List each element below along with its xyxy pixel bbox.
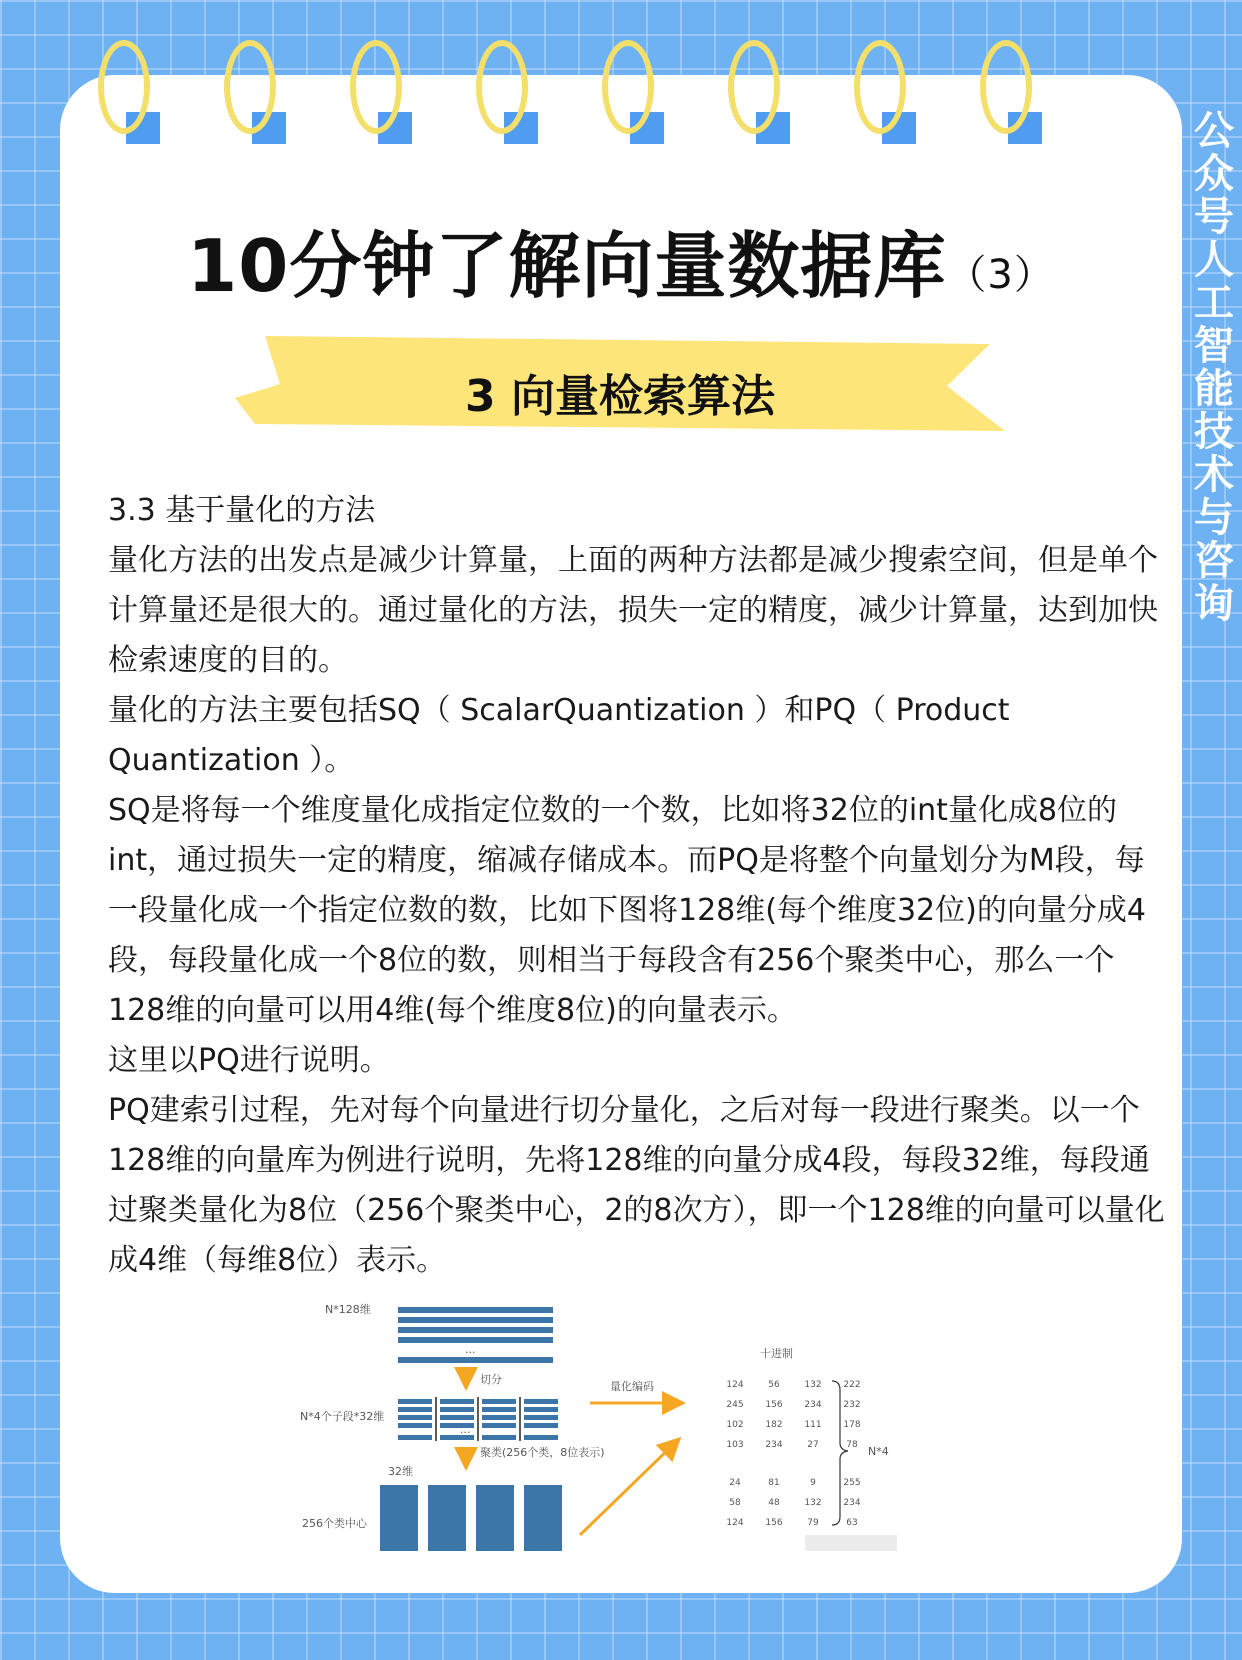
paragraph: SQ是将每一个维度量化成指定位数的一个数，比如将32位的int量化成8位的int，通过损失一定的精度，缩减存储成本。而PQ是将整个向量划分为M段，每一段量化成一个指定位数的数，比如下图将128维(每个维度32位)的向量分成4段，每段量化成一个8位的数，则相当于每段含有256个聚类中心，那么一个128维的向量可以用4维(每个维度8位)的向量表示。 xyxy=(108,793,1146,1028)
article-body xyxy=(108,486,1168,1286)
binder-ring xyxy=(350,40,420,150)
code-table-bottom-cell: 124 xyxy=(726,1518,744,1528)
code-table-bottom-cell: 58 xyxy=(729,1498,741,1508)
label-decimal: 十进制 xyxy=(760,1347,793,1360)
code-table-bottom-cell: 234 xyxy=(843,1498,861,1508)
code-table-top xyxy=(726,1380,860,1450)
label-cluster: 聚类(256个类，8位表示) xyxy=(480,1446,605,1459)
ring-loop xyxy=(728,40,780,134)
binder-ring xyxy=(728,40,798,150)
ring-loop xyxy=(98,40,150,134)
code-table-bottom xyxy=(726,1478,860,1528)
code-table-top-cell: 234 xyxy=(765,1440,783,1450)
page-title xyxy=(0,208,1242,312)
ring-loop xyxy=(602,40,654,134)
code-table-bottom-cell: 9 xyxy=(810,1478,816,1488)
label-32dim: 32维 xyxy=(388,1465,413,1478)
paragraph: PQ建索引过程，先对每个向量进行切分量化，之后对每一段进行聚类。以一个128维的向量库为例进行说明，先将128维的向量分成4段，每段32维，每段通过聚类量化为8位（256个聚类中心，2的8次方），即一个128维的向量可以量化成4维（每维8位）表示。 xyxy=(108,1093,1165,1278)
code-table-top-cell: 178 xyxy=(843,1420,861,1430)
code-table-bottom-cell: 255 xyxy=(843,1478,861,1488)
label-quantize-encode: 量化编码 xyxy=(610,1380,654,1393)
ring-loop xyxy=(854,40,906,134)
title-number: （3） xyxy=(946,251,1055,298)
code-table-bottom-cell: 24 xyxy=(729,1478,741,1488)
code-table-top-cell: 232 xyxy=(843,1400,861,1410)
code-table-top-cell: 222 xyxy=(843,1380,861,1390)
label-n4: N*4 xyxy=(868,1445,889,1458)
code-table-top-cell: 103 xyxy=(726,1440,744,1450)
code-table-top-cell: 156 xyxy=(765,1400,783,1410)
code-table-bottom-cell: 63 xyxy=(846,1518,858,1528)
title-main: 10分钟了解向量数据库 xyxy=(187,224,947,308)
code-table-bottom-cell: 132 xyxy=(804,1498,822,1508)
ellipsis-mid: ... xyxy=(460,1423,471,1436)
code-table-bottom-cell: 79 xyxy=(807,1518,819,1528)
binder-ring xyxy=(854,40,924,150)
segmented-vectors-block xyxy=(398,1397,558,1441)
ring-loop xyxy=(350,40,402,134)
label-256-centers: 256个类中心 xyxy=(302,1517,367,1530)
label-split: 切分 xyxy=(480,1373,502,1386)
code-table-top-cell: 234 xyxy=(804,1400,822,1410)
pq-diagram xyxy=(300,1295,940,1585)
code-table-top-cell: 78 xyxy=(846,1440,858,1450)
ellipsis-top: ... xyxy=(465,1343,476,1356)
label-n128: N*128维 xyxy=(325,1303,371,1316)
code-table-top-cell: 245 xyxy=(726,1400,744,1410)
code-table-bottom-cell: 48 xyxy=(768,1498,780,1508)
blurred-watermark xyxy=(805,1535,897,1551)
ring-loop xyxy=(980,40,1032,134)
code-table-bottom-cell: 156 xyxy=(765,1518,783,1528)
code-table-top-cell: 27 xyxy=(807,1440,819,1450)
paragraph: 这里以PQ进行说明。 xyxy=(108,1043,390,1078)
binder-ring xyxy=(224,40,294,150)
section-banner-title: 3 向量检索算法 xyxy=(465,371,775,422)
binder-ring xyxy=(980,40,1050,150)
code-table-top-cell: 132 xyxy=(804,1380,822,1390)
binder-ring xyxy=(476,40,546,150)
side-watermark-text: 公众号 人工智能技术与咨询 xyxy=(1194,108,1234,627)
code-table-top-cell: 56 xyxy=(768,1380,780,1390)
code-table-top-cell: 124 xyxy=(726,1380,744,1390)
ring-loop xyxy=(476,40,528,134)
code-table-top-cell: 182 xyxy=(765,1420,783,1430)
binder-ring xyxy=(98,40,168,150)
ring-loop xyxy=(224,40,276,134)
paragraph: 量化的方法主要包括SQ（ ScalarQuantization ）和PQ（ Product Quantization ）。 xyxy=(108,693,1010,778)
full-vectors-block xyxy=(398,1307,553,1363)
paragraph: 量化方法的出发点是减少计算量，上面的两种方法都是减少搜索空间，但是单个计算量还是很大的。通过量化的方法，损失一定的精度，减少计算量，达到加快检索速度的目的。 xyxy=(108,543,1158,678)
cluster-centers-blocks xyxy=(380,1485,562,1551)
subsection-heading: 3.3 基于量化的方法 xyxy=(108,493,376,528)
code-table-bottom-cell: 81 xyxy=(768,1478,780,1488)
code-table-top-cell: 102 xyxy=(726,1420,744,1430)
label-n4-subsegments: N*4个子段*32维 xyxy=(300,1410,385,1423)
code-table-top-cell: 111 xyxy=(804,1420,822,1430)
binder-ring xyxy=(602,40,672,150)
